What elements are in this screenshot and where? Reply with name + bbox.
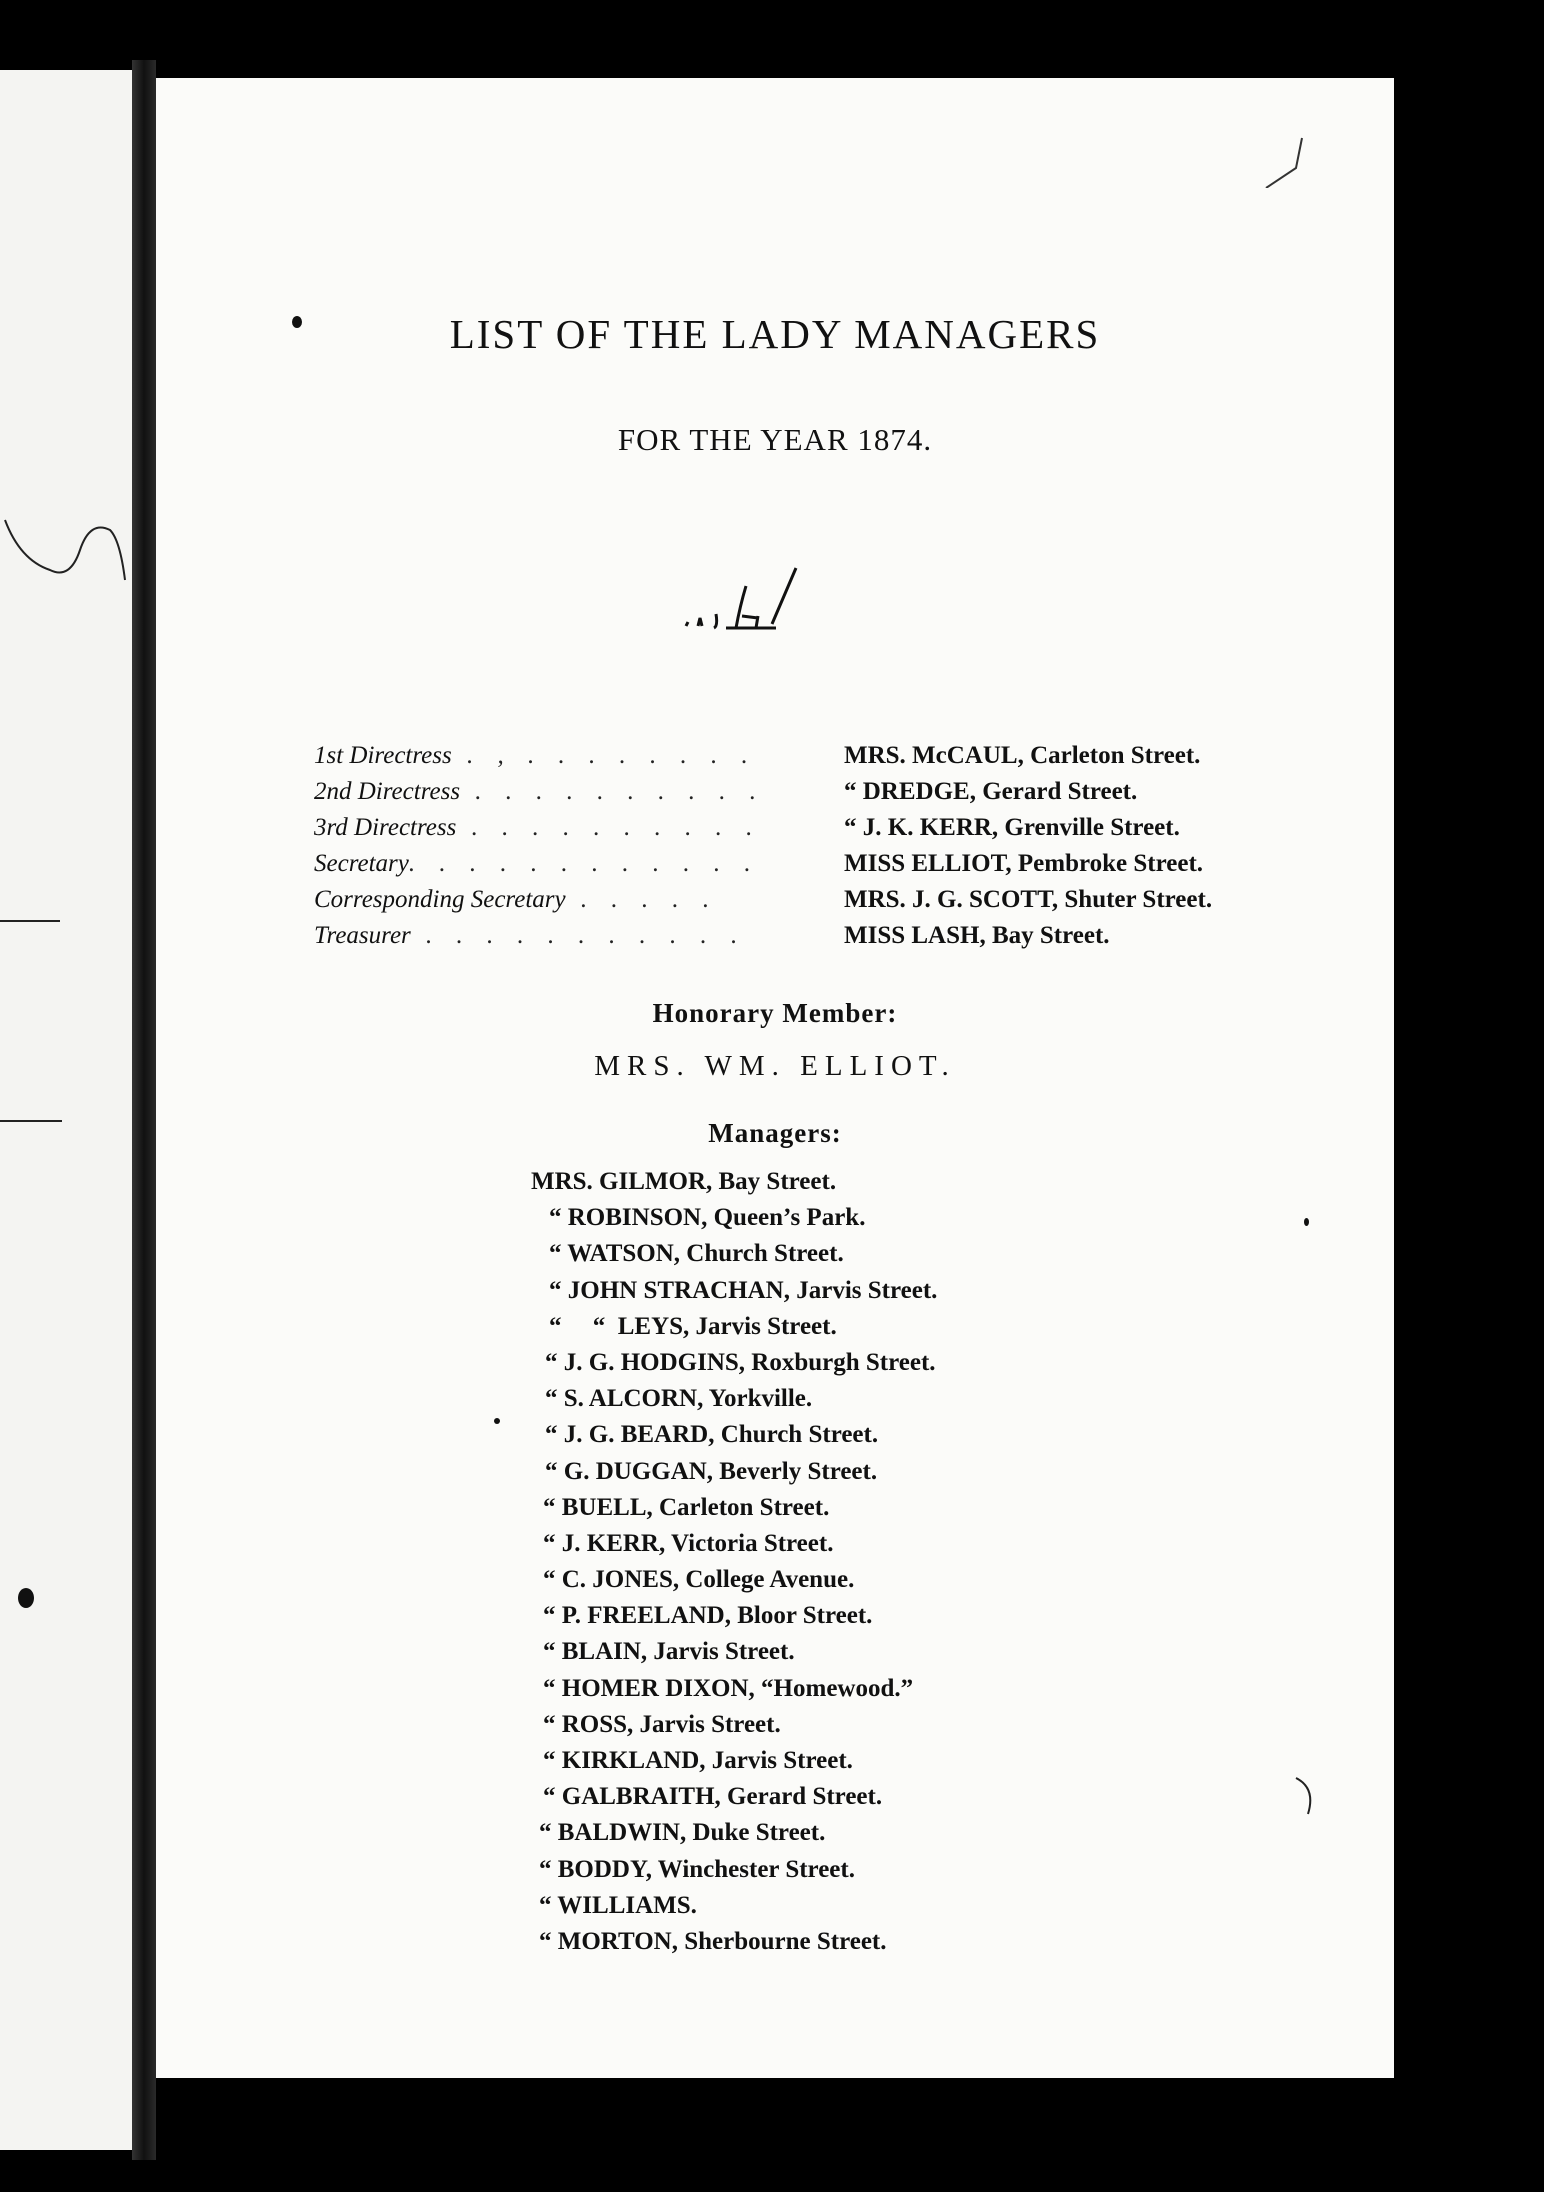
officer-name: MISS LASH, Bay Street. bbox=[844, 922, 1110, 949]
handwritten-mark bbox=[676, 566, 836, 636]
officer-row: Corresponding Secretary . . . . . MRS. J. G. SCOTT, Shuter Street. bbox=[314, 886, 1213, 913]
officer-name: “ J. K. KERR, Grenville Street. bbox=[844, 814, 1180, 841]
officer-role: 3rd Directress bbox=[314, 814, 457, 841]
officer-row: 3rd Directress . . . . . . . . . . “ J. K. KERR, Grenville Street. bbox=[314, 814, 1180, 841]
list-item: “ P. FREELAND, Bloor Street. bbox=[543, 1602, 873, 1630]
margin-mark bbox=[1286, 1768, 1346, 1828]
list-item: “ GALBRAITH, Gerard Street. bbox=[543, 1783, 883, 1811]
list-item: “ ROSS, Jarvis Street. bbox=[543, 1710, 781, 1738]
page-subtitle: FOR THE YEAR 1874. bbox=[617, 422, 933, 457]
list-item: “ G. DUGGAN, Beverly Street. bbox=[545, 1457, 878, 1485]
officer-row: 2nd Directress . . . . . . . . . . “ DREDGE, Gerard Street. bbox=[314, 778, 1138, 805]
list-item: “ MORTON, Sherbourne Street. bbox=[539, 1927, 887, 1955]
list-item: “ J. G. HODGINS, Roxburgh Street. bbox=[545, 1348, 936, 1376]
honorary-heading: Honorary Member: bbox=[652, 998, 898, 1028]
managers-heading: Managers: bbox=[708, 1118, 842, 1148]
officer-role: 1st Directress bbox=[314, 742, 452, 769]
officer-row: Secretary. . . . . . . . . . . . MISS ELLIOT, Pembroke Street. bbox=[314, 850, 1204, 877]
officer-name: MRS. McCAUL, Carleton Street. bbox=[844, 742, 1201, 769]
list-item: “ C. JONES, College Avenue. bbox=[543, 1566, 855, 1594]
officer-row: Treasurer . . . . . . . . . . . MISS LASH, Bay Street. bbox=[314, 922, 1110, 949]
ink-speck bbox=[1304, 1218, 1309, 1226]
officer-role: Treasurer bbox=[314, 922, 411, 949]
officer-role: Corresponding Secretary bbox=[314, 886, 566, 913]
officer-role: 2nd Directress bbox=[314, 778, 461, 805]
list-item: “ “ LEYS, Jarvis Street. bbox=[549, 1312, 837, 1340]
facing-page-edge bbox=[0, 70, 132, 2150]
list-item: “ S. ALCORN, Yorkville. bbox=[545, 1385, 813, 1413]
list-item: “ BODDY, Winchester Street. bbox=[539, 1855, 855, 1883]
book-gutter bbox=[132, 60, 156, 2160]
list-item: “ WILLIAMS. bbox=[539, 1891, 697, 1919]
managers-list bbox=[531, 1168, 1231, 1964]
page-title: LIST OF THE LADY MANAGERS bbox=[449, 311, 1101, 357]
ink-blot bbox=[18, 1588, 34, 1608]
margin-mark bbox=[1256, 128, 1316, 188]
list-item: “ HOMER DIXON, “Homewood.” bbox=[543, 1674, 914, 1702]
ink-speck bbox=[292, 316, 302, 328]
officer-role: Secretary bbox=[314, 850, 409, 877]
officer-name: “ DREDGE, Gerard Street. bbox=[844, 778, 1138, 805]
list-item: “ KIRKLAND, Jarvis Street. bbox=[543, 1747, 853, 1774]
list-item: “ J. G. BEARD, Church Street. bbox=[545, 1421, 879, 1449]
list-item: “ BLAIN, Jarvis Street. bbox=[543, 1638, 795, 1666]
facing-page-scribble bbox=[0, 430, 132, 630]
officer-name: MRS. J. G. SCOTT, Shuter Street. bbox=[844, 886, 1213, 913]
list-item: “ BALDWIN, Duke Street. bbox=[539, 1819, 826, 1847]
list-item: “ J. KERR, Victoria Street. bbox=[543, 1529, 834, 1557]
list-item: “ JOHN STRACHAN, Jarvis Street. bbox=[549, 1276, 938, 1304]
honorary-member: MRS. WM. ELLIOT. bbox=[594, 1050, 956, 1082]
list-item: MRS. GILMOR, Bay Street. bbox=[531, 1168, 837, 1195]
list-item: “ WATSON, Church Street. bbox=[549, 1240, 844, 1268]
list-item: “ BUELL, Carleton Street. bbox=[543, 1493, 830, 1521]
list-item: “ ROBINSON, Queen’s Park. bbox=[549, 1204, 866, 1232]
facing-page-rule bbox=[0, 920, 60, 922]
ink-speck bbox=[494, 1418, 500, 1424]
officers-list bbox=[314, 742, 1414, 958]
facing-page-rule bbox=[0, 1120, 62, 1122]
officer-row: 1st Directress . , . . . . . . . . MRS. McCAUL, Carleton Street. bbox=[314, 742, 1201, 769]
officer-name: MISS ELLIOT, Pembroke Street. bbox=[844, 850, 1204, 877]
document-page bbox=[156, 78, 1394, 2078]
